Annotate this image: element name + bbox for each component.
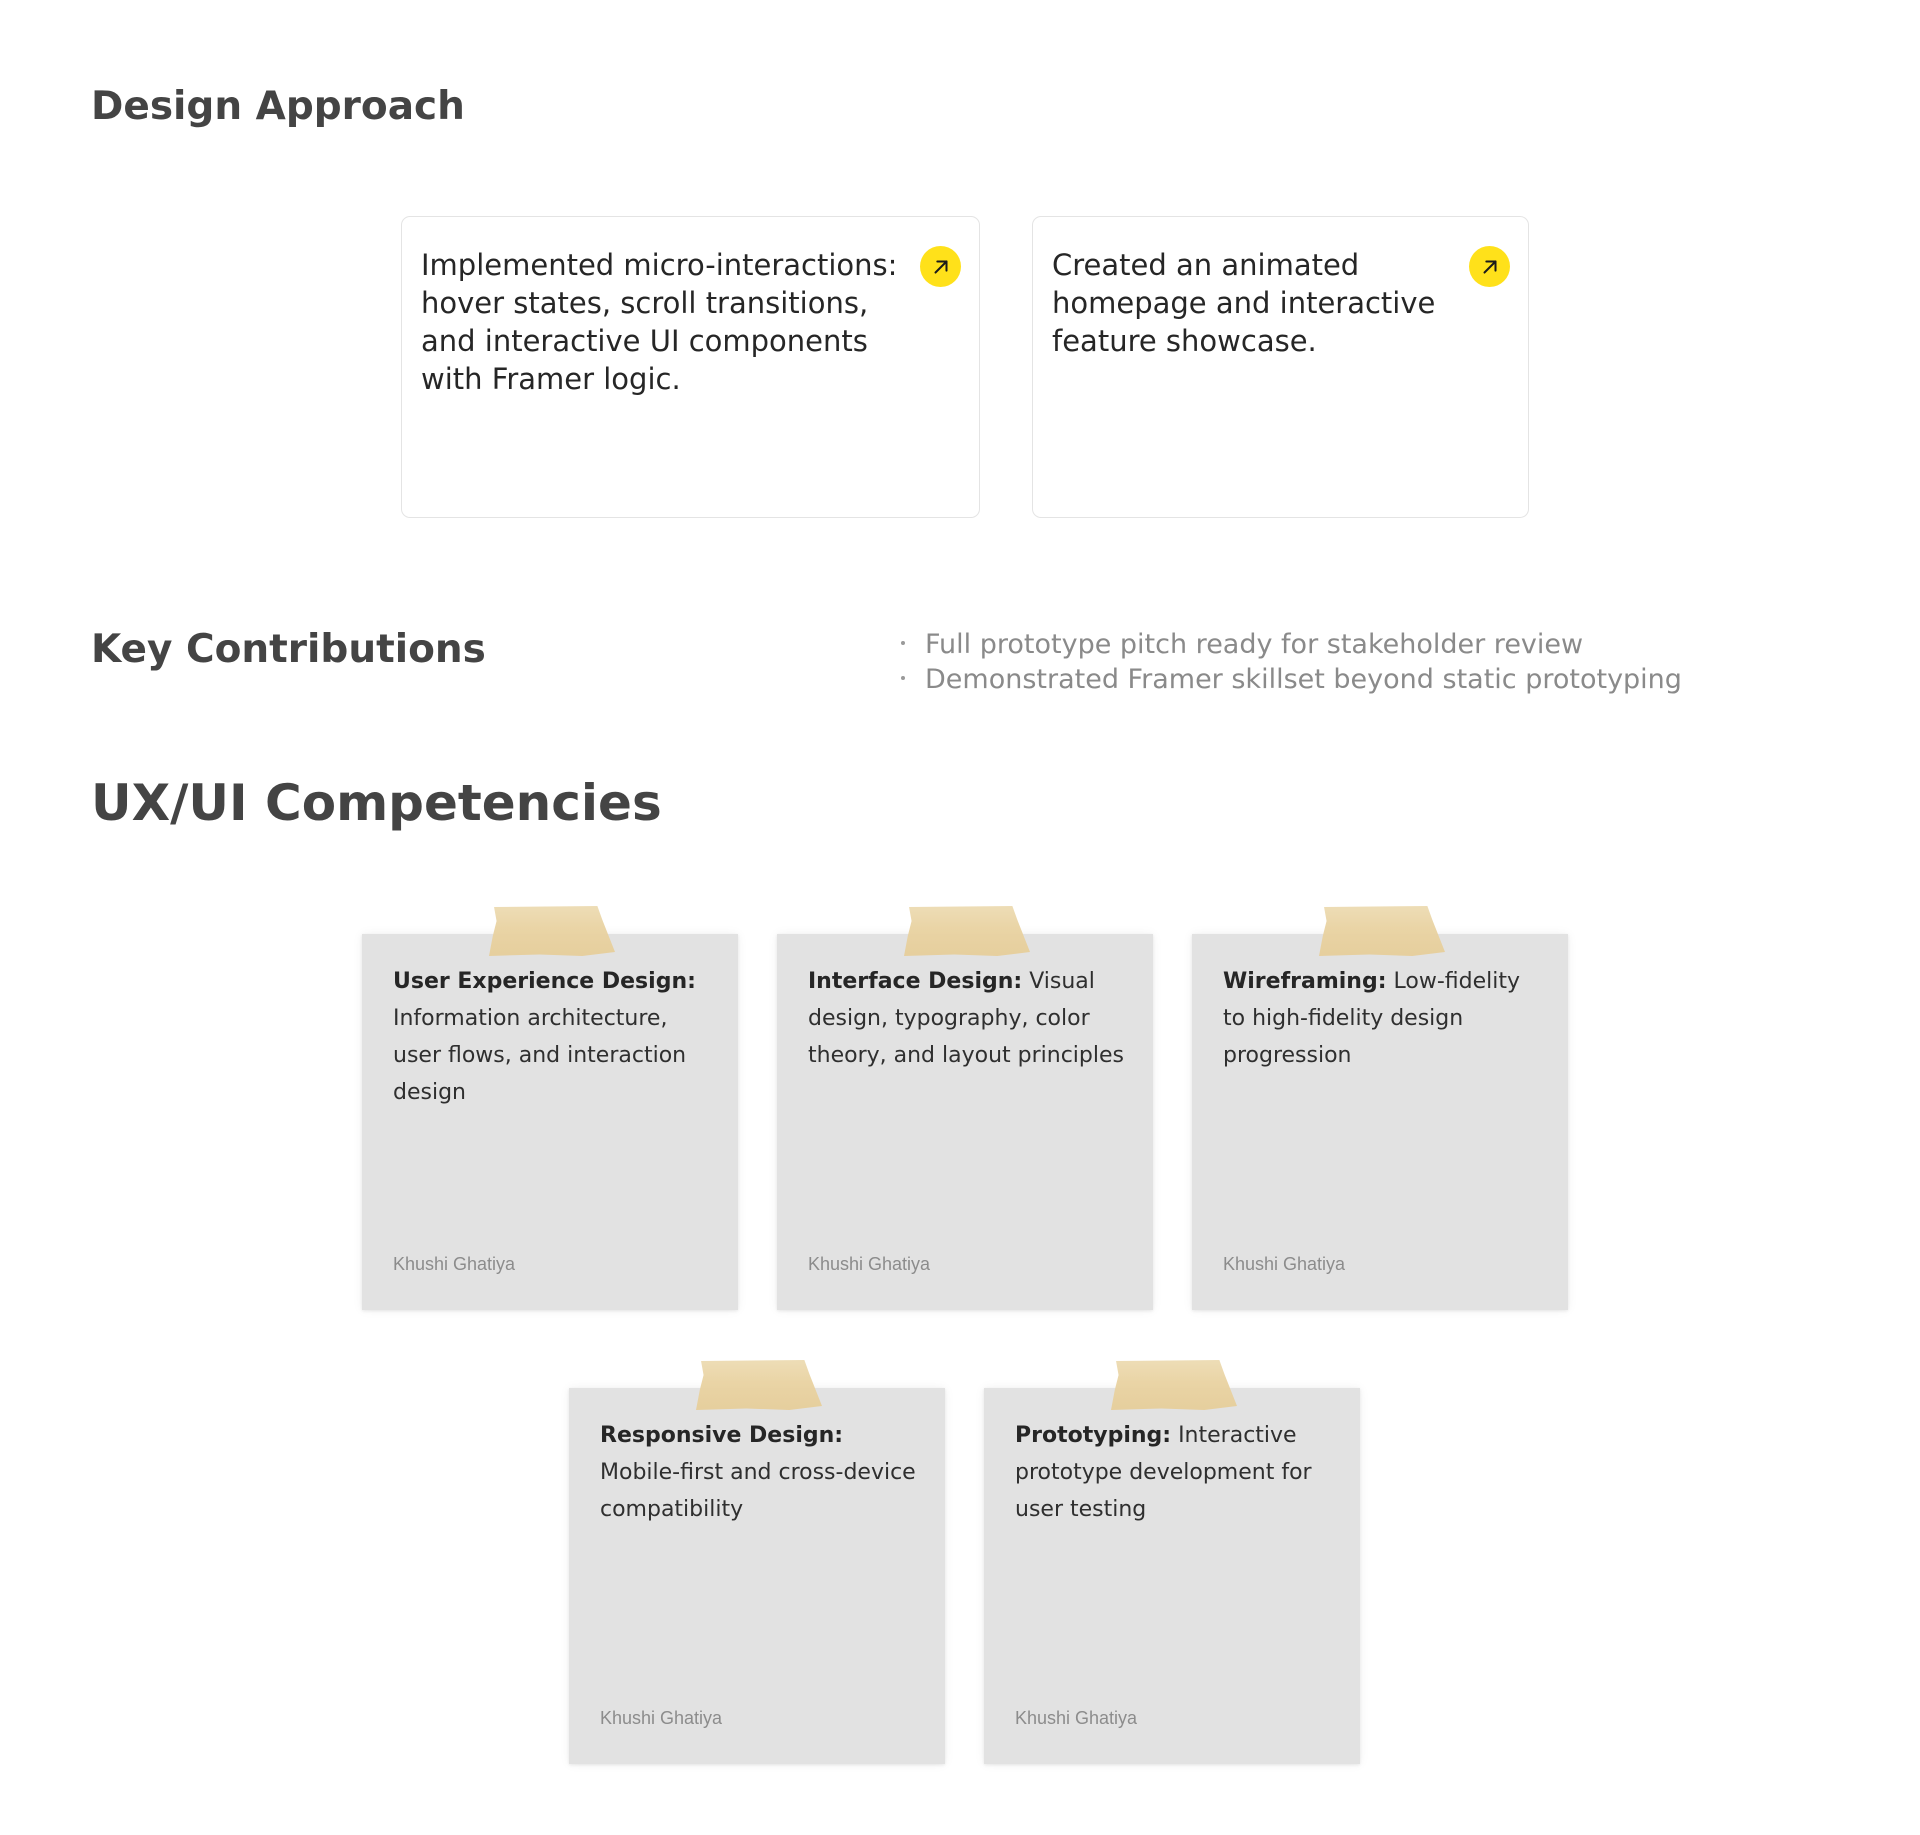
sticky-note-responsive-design [569,1388,945,1764]
note-heading: Prototyping: [1015,1423,1172,1448]
list-item-text: Full prototype pitch ready for stakeholder review [925,629,1584,660]
tape-strip [489,906,615,956]
arrow-up-right-icon[interactable] [920,246,961,287]
note-text [808,963,1129,1074]
note-author: Khushi Ghatiya [1223,1254,1346,1274]
note-text [600,1417,921,1528]
note-text [1015,1417,1336,1528]
note-body: Mobile-first and cross-device compatibility [600,1460,916,1522]
note-heading: User Experience Design: [393,969,696,994]
bullet-dot-icon [901,641,905,645]
note-heading: Responsive Design: [600,1423,844,1448]
note-heading: Interface Design: [808,969,1023,994]
sticky-note-interface-design [777,934,1153,1310]
note-author: Khushi Ghatiya [393,1254,516,1274]
tape-strip [696,1360,822,1410]
list-item [900,662,1682,697]
key-contributions-list [900,627,1682,697]
bullet-dot-icon [901,676,905,680]
note-author: Khushi Ghatiya [1015,1708,1138,1728]
key-contributions-title: Key Contributions [91,627,486,672]
arrow-up-right-icon[interactable] [1469,246,1510,287]
list-item-text: Demonstrated Framer skillset beyond static prototyping [925,664,1682,695]
note-author: Khushi Ghatiya [600,1708,723,1728]
approach-card-text: Created an animated homepage and interactive feature showcase. [1052,248,1436,358]
note-body: Visual design, typography, color theory, and layout principles [808,969,1124,1068]
note-text [393,963,714,1111]
list-item [900,627,1682,662]
note-body: Low-fidelity to high-fidelity design progression [1223,969,1521,1068]
sticky-note-ux-design [362,934,738,1310]
sticky-note-prototyping [984,1388,1360,1764]
tape-strip [1111,1360,1237,1410]
note-heading: Wireframing: [1223,969,1387,994]
tape-strip [904,906,1030,956]
sticky-note-wireframing [1192,934,1568,1310]
note-author: Khushi Ghatiya [808,1254,931,1274]
note-body: Information architecture, user flows, and interaction design [393,1006,687,1105]
design-approach-title: Design Approach [91,84,465,129]
competencies-title: UX/UI Competencies [91,774,662,832]
approach-card-micro-interactions[interactable] [401,216,980,518]
approach-card-text: Implemented micro-interactions: hover states, scroll transitions, and interactive UI components with Framer logic. [421,248,898,396]
approach-card-animated-homepage[interactable] [1032,216,1529,518]
note-text [1223,963,1544,1074]
tape-strip [1319,906,1445,956]
note-body: Interactive prototype development for user testing [1015,1423,1312,1522]
